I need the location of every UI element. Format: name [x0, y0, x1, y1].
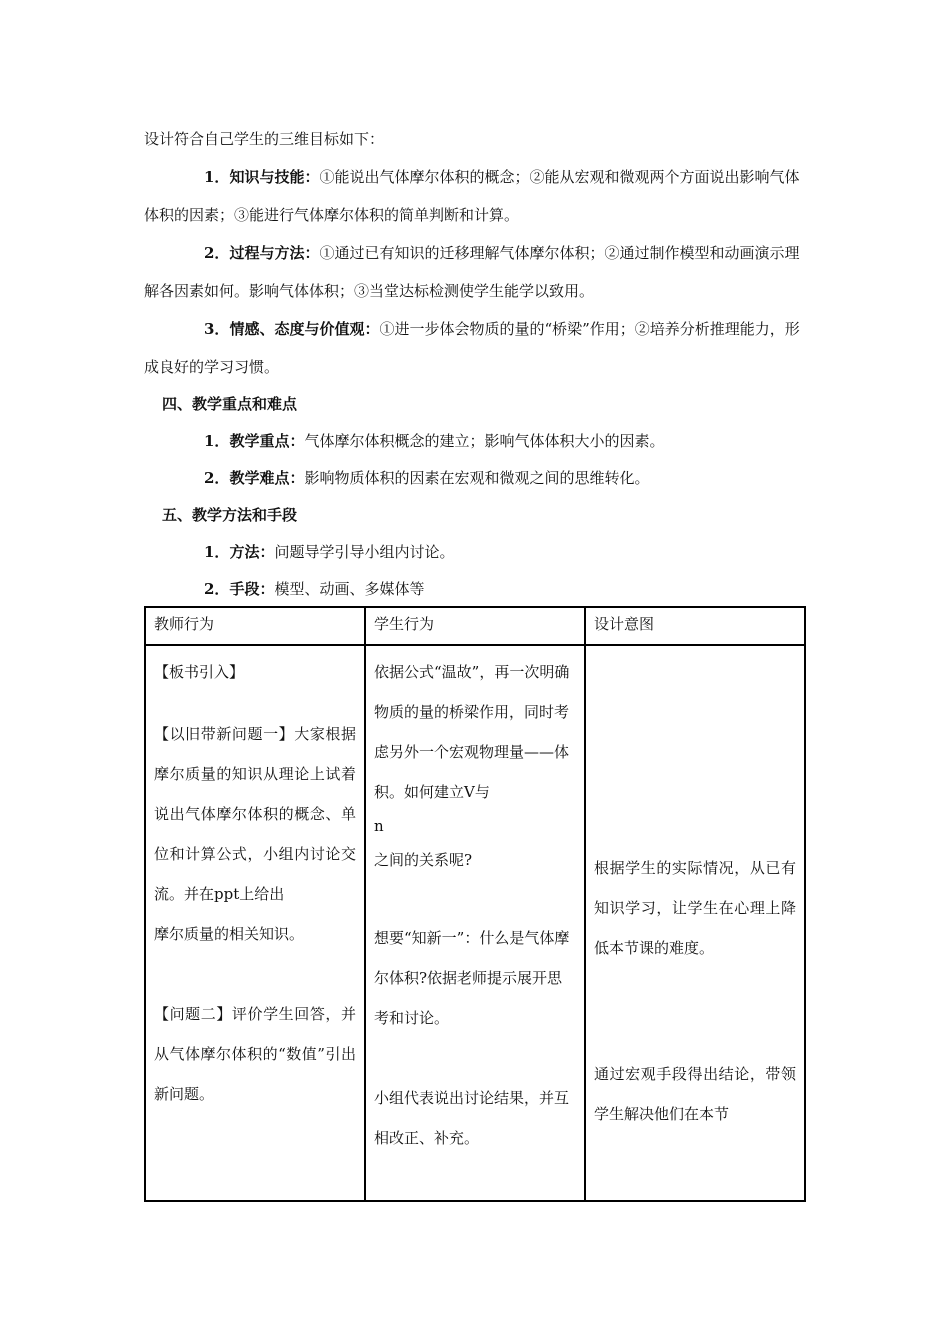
student-p1: 依据公式“温故”，再一次明确物质的量的桥梁作用，同时考虑另外一个宏观物理量——体积。如何建立V与 [374, 663, 570, 801]
header-design: 设计意图 [585, 607, 805, 645]
item-num: 1． [204, 432, 230, 450]
goal-text: ①通过已有知识的迁移理解气体摩尔体积；②通过制作模型和动画演示理解各因素如何。影响气体体积；③当堂达标检测使学生能学以致用。 [144, 244, 800, 300]
student-p2: n [374, 817, 384, 835]
table-header-row [145, 607, 805, 645]
section5-heading: 五、教学方法和手段 [162, 506, 298, 524]
goal-text: ①能说出气体摩尔体积的概念；②能从宏观和微观两个方面说出影响气体体积的因素；③能进行气体摩尔体积的简单判断和计算。 [144, 168, 800, 224]
item-title: 方法： [229, 543, 275, 561]
teacher-p3: 摩尔质量的相关知识。 [154, 925, 305, 943]
goal-num: 3． [204, 320, 230, 338]
document-body [144, 120, 806, 608]
design-p2: 通过宏观手段得出结论，带领学生解决他们在本节 [594, 1065, 796, 1123]
goal-process [144, 234, 806, 310]
goal-num: 1． [204, 168, 230, 186]
design-p1: 根据学生的实际情况，从已有知识学习，让学生在心理上降低本节课的难度。 [594, 859, 796, 957]
table-row [145, 645, 805, 1201]
spacer [154, 954, 356, 994]
goal-title: 情感、态度与价值观： [229, 320, 380, 338]
item-text: 气体摩尔体积概念的建立；影响气体体积大小的因素。 [304, 432, 665, 450]
item-text: 模型、动画、多媒体等 [274, 580, 425, 598]
intro-text: 设计符合自己学生的三维目标如下： [144, 130, 385, 148]
teacher-p4: 【问题二】评价学生回答，并从气体摩尔体积的“数值”引出新问题。 [154, 1005, 356, 1103]
spacer [374, 1038, 576, 1078]
item-title: 教学难点： [229, 469, 305, 487]
section4-heading: 四、教学重点和难点 [162, 395, 298, 413]
lesson-table [144, 606, 806, 1202]
cell-design [585, 645, 805, 1201]
section4-item-key [144, 423, 806, 460]
goal-num: 2． [204, 244, 230, 262]
spacer [374, 880, 576, 918]
header-student: 学生行为 [365, 607, 585, 645]
cell-student [365, 645, 585, 1201]
section5-item-means [144, 571, 806, 608]
item-num: 1． [204, 543, 230, 561]
item-num: 2． [204, 469, 230, 487]
goal-title: 过程与方法： [229, 244, 320, 262]
item-text: 影响物质体积的因素在宏观和微观之间的思维转化。 [304, 469, 650, 487]
spacer [154, 692, 356, 714]
student-p5: 小组代表说出讨论结果，并互相改正、补充。 [374, 1089, 570, 1147]
header-teacher: 教师行为 [145, 607, 365, 645]
section5-item-method [144, 534, 806, 571]
goal-title: 知识与技能： [229, 168, 320, 186]
goal-text: ①进一步体会物质的量的“桥梁”作用；②培养分析推理能力，形成良好的学习习惯。 [144, 320, 800, 376]
item-title: 教学重点： [229, 432, 305, 450]
item-title: 手段： [229, 580, 275, 598]
teacher-p1: 【板书引入】 [154, 663, 245, 681]
spacer [594, 652, 796, 848]
section4-item-difficulty [144, 460, 806, 497]
cell-teacher [145, 645, 365, 1201]
student-p3: 之间的关系呢? [374, 851, 473, 869]
spacer [594, 968, 796, 1054]
goal-knowledge [144, 158, 806, 234]
student-p4: 想要“知新一”：什么是气体摩尔体积?依据老师提示展开思考和讨论。 [374, 929, 570, 1027]
teacher-p2: 【以旧带新问题一】大家根据摩尔质量的知识从理论上试着说出气体摩尔体积的概念、单位和计算公式，小组内讨论交流。并在ppt上给出 [154, 725, 356, 903]
item-text: 问题导学引导小组内讨论。 [274, 543, 455, 561]
goal-attitude [144, 310, 806, 386]
item-num: 2． [204, 580, 230, 598]
